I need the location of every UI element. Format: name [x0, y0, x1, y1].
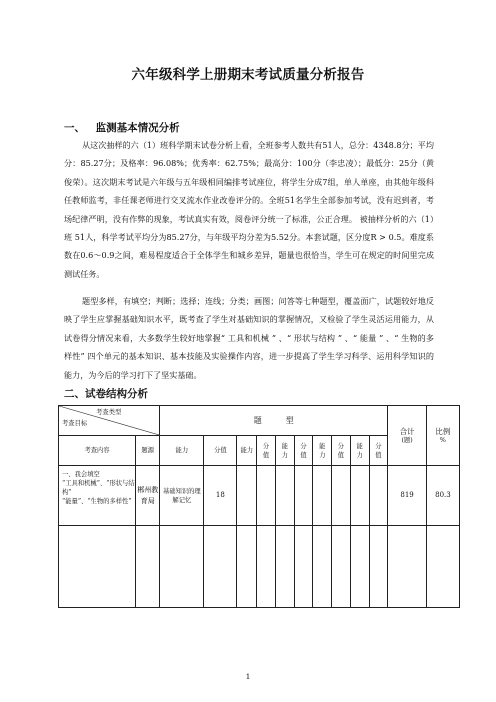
row1-total: 819 — [388, 466, 427, 526]
row2-empty-c2 — [204, 526, 237, 608]
paragraph-overview: 从这次抽样的六（1）班科学期末试卷分析上看，全班参考人数共有51人，总分：4348.8分；平均分：85.27分；及格率：96.08%；优秀率：62.75%；最高分：100分（李忠凌）；最低分：25分（黄俊荣）。这次期末考试是六年级与五年级相同编排考试座位，将学生分成7组，单人单座，由其他年级科任教师监考，非任课老师进行交叉流水作业改卷评分的。全班51名学生全部参加考试，没有迟到者，考场纪律严明，没有作弊的现象，考试真实有效，阅卷评分统一了标准，公正合理。 被抽样分析的六（1）班 51人，科学考试平均分为85.27分，与年级平均分差为5.52分。本套试题，区分度R > 0.5。难度系数在0.6～0.9之间，难易程度适合于全体学生和城乡差异，题量也很恰当，学生可在规定的时间里完成测试任务。 — [64, 140, 434, 279]
section-number: 一、 — [64, 122, 85, 134]
subheader-score-5: 分 值 — [369, 436, 388, 466]
header-ratio-label: 比例 — [435, 426, 451, 436]
row2-empty-c8 — [332, 526, 351, 608]
header-total-unit: (题) — [401, 436, 413, 444]
header-content: 考查内容 — [59, 436, 136, 466]
row1-empty-4 — [294, 466, 313, 526]
row2-empty-c3 — [237, 526, 257, 608]
row2-empty-c6 — [294, 526, 313, 608]
diag-bottom-label: 考查目标 — [62, 420, 88, 427]
row1-source: 郴州教育局 — [136, 466, 160, 526]
subheader-score-4: 分 值 — [332, 436, 351, 466]
row1-empty-8 — [369, 466, 388, 526]
subheader-ability-5: 能 力 — [350, 436, 369, 466]
section-heading-2: 二、试卷结构分析 — [64, 388, 148, 400]
row2-empty-c9 — [350, 526, 369, 608]
page-number: 1 — [245, 672, 251, 681]
row1-empty-2 — [257, 466, 276, 526]
row2-empty-c10 — [369, 526, 388, 608]
subheader-ability-4: 能 力 — [313, 436, 332, 466]
diagonal-header-cell — [59, 406, 160, 436]
row2-empty-c4 — [257, 526, 276, 608]
exam-structure-table — [58, 405, 460, 608]
subheader-ability-2: 能力 — [237, 436, 257, 466]
header-question-type: 题 型 — [160, 406, 388, 436]
row1-empty-1 — [237, 466, 257, 526]
diag-top-label: 考查类型 — [96, 409, 122, 416]
subheader-ability-3: 能 力 — [275, 436, 294, 466]
header-ratio — [426, 406, 459, 466]
row1-ratio: 80.3 — [426, 466, 459, 526]
row1-content: 一、我会填空 “工具和机械”、“形状与结构” “能量”、“生物的多样性” — [59, 466, 136, 526]
header-total-label: 合计 — [399, 426, 415, 436]
row1-ability: 基础知识的理解记忆 — [160, 466, 204, 526]
subheader-score-2: 分 值 — [257, 436, 276, 466]
header-source: 题源 — [136, 436, 160, 466]
section-heading-1 — [64, 120, 180, 135]
row2-empty-ratio — [426, 526, 459, 608]
row1-score: 18 — [204, 466, 237, 526]
row2-empty-source — [136, 526, 160, 608]
subheader-score-1: 分值 — [204, 436, 237, 466]
page-title: 六年级科学上册期末考试质量分析报告 — [131, 67, 365, 83]
row2-empty-c5 — [275, 526, 294, 608]
row1-empty-6 — [332, 466, 351, 526]
row1-empty-5 — [313, 466, 332, 526]
row2-empty-c7 — [313, 526, 332, 608]
row2-empty-content — [59, 526, 136, 608]
subheader-ability-1: 能力 — [160, 436, 204, 466]
subheader-score-3: 分 值 — [294, 436, 313, 466]
row1-empty-3 — [275, 466, 294, 526]
row2-empty-c1 — [160, 526, 204, 608]
header-total — [388, 406, 427, 466]
row2-empty-total — [388, 526, 427, 608]
paragraph-question-types: 题型多样，有填空；判断；选择；连线；分类；画图；问答等七种题型，覆盖面广，试题较好地反映了学生应掌握基础知识水平，既考查了学生对基础知识的掌握情况，又检验了学生灵活运用能力，从试卷得分情况来看，大多数学生较好地掌握“ 工具和机械 ” 、“ 形状与结构 ” 、“ 能量 ” 、“ 生物的多样性” 四个单元的基本知识、基本技能及实验操作内容，进一步提高了学生学习科学、运用科学知识的能力，为今后的学习打下了坚实基础。 — [64, 296, 434, 380]
header-ratio-unit: % — [439, 436, 446, 444]
row1-empty-7 — [350, 466, 369, 526]
section-heading-text: 监测基本情况分析 — [95, 122, 180, 134]
